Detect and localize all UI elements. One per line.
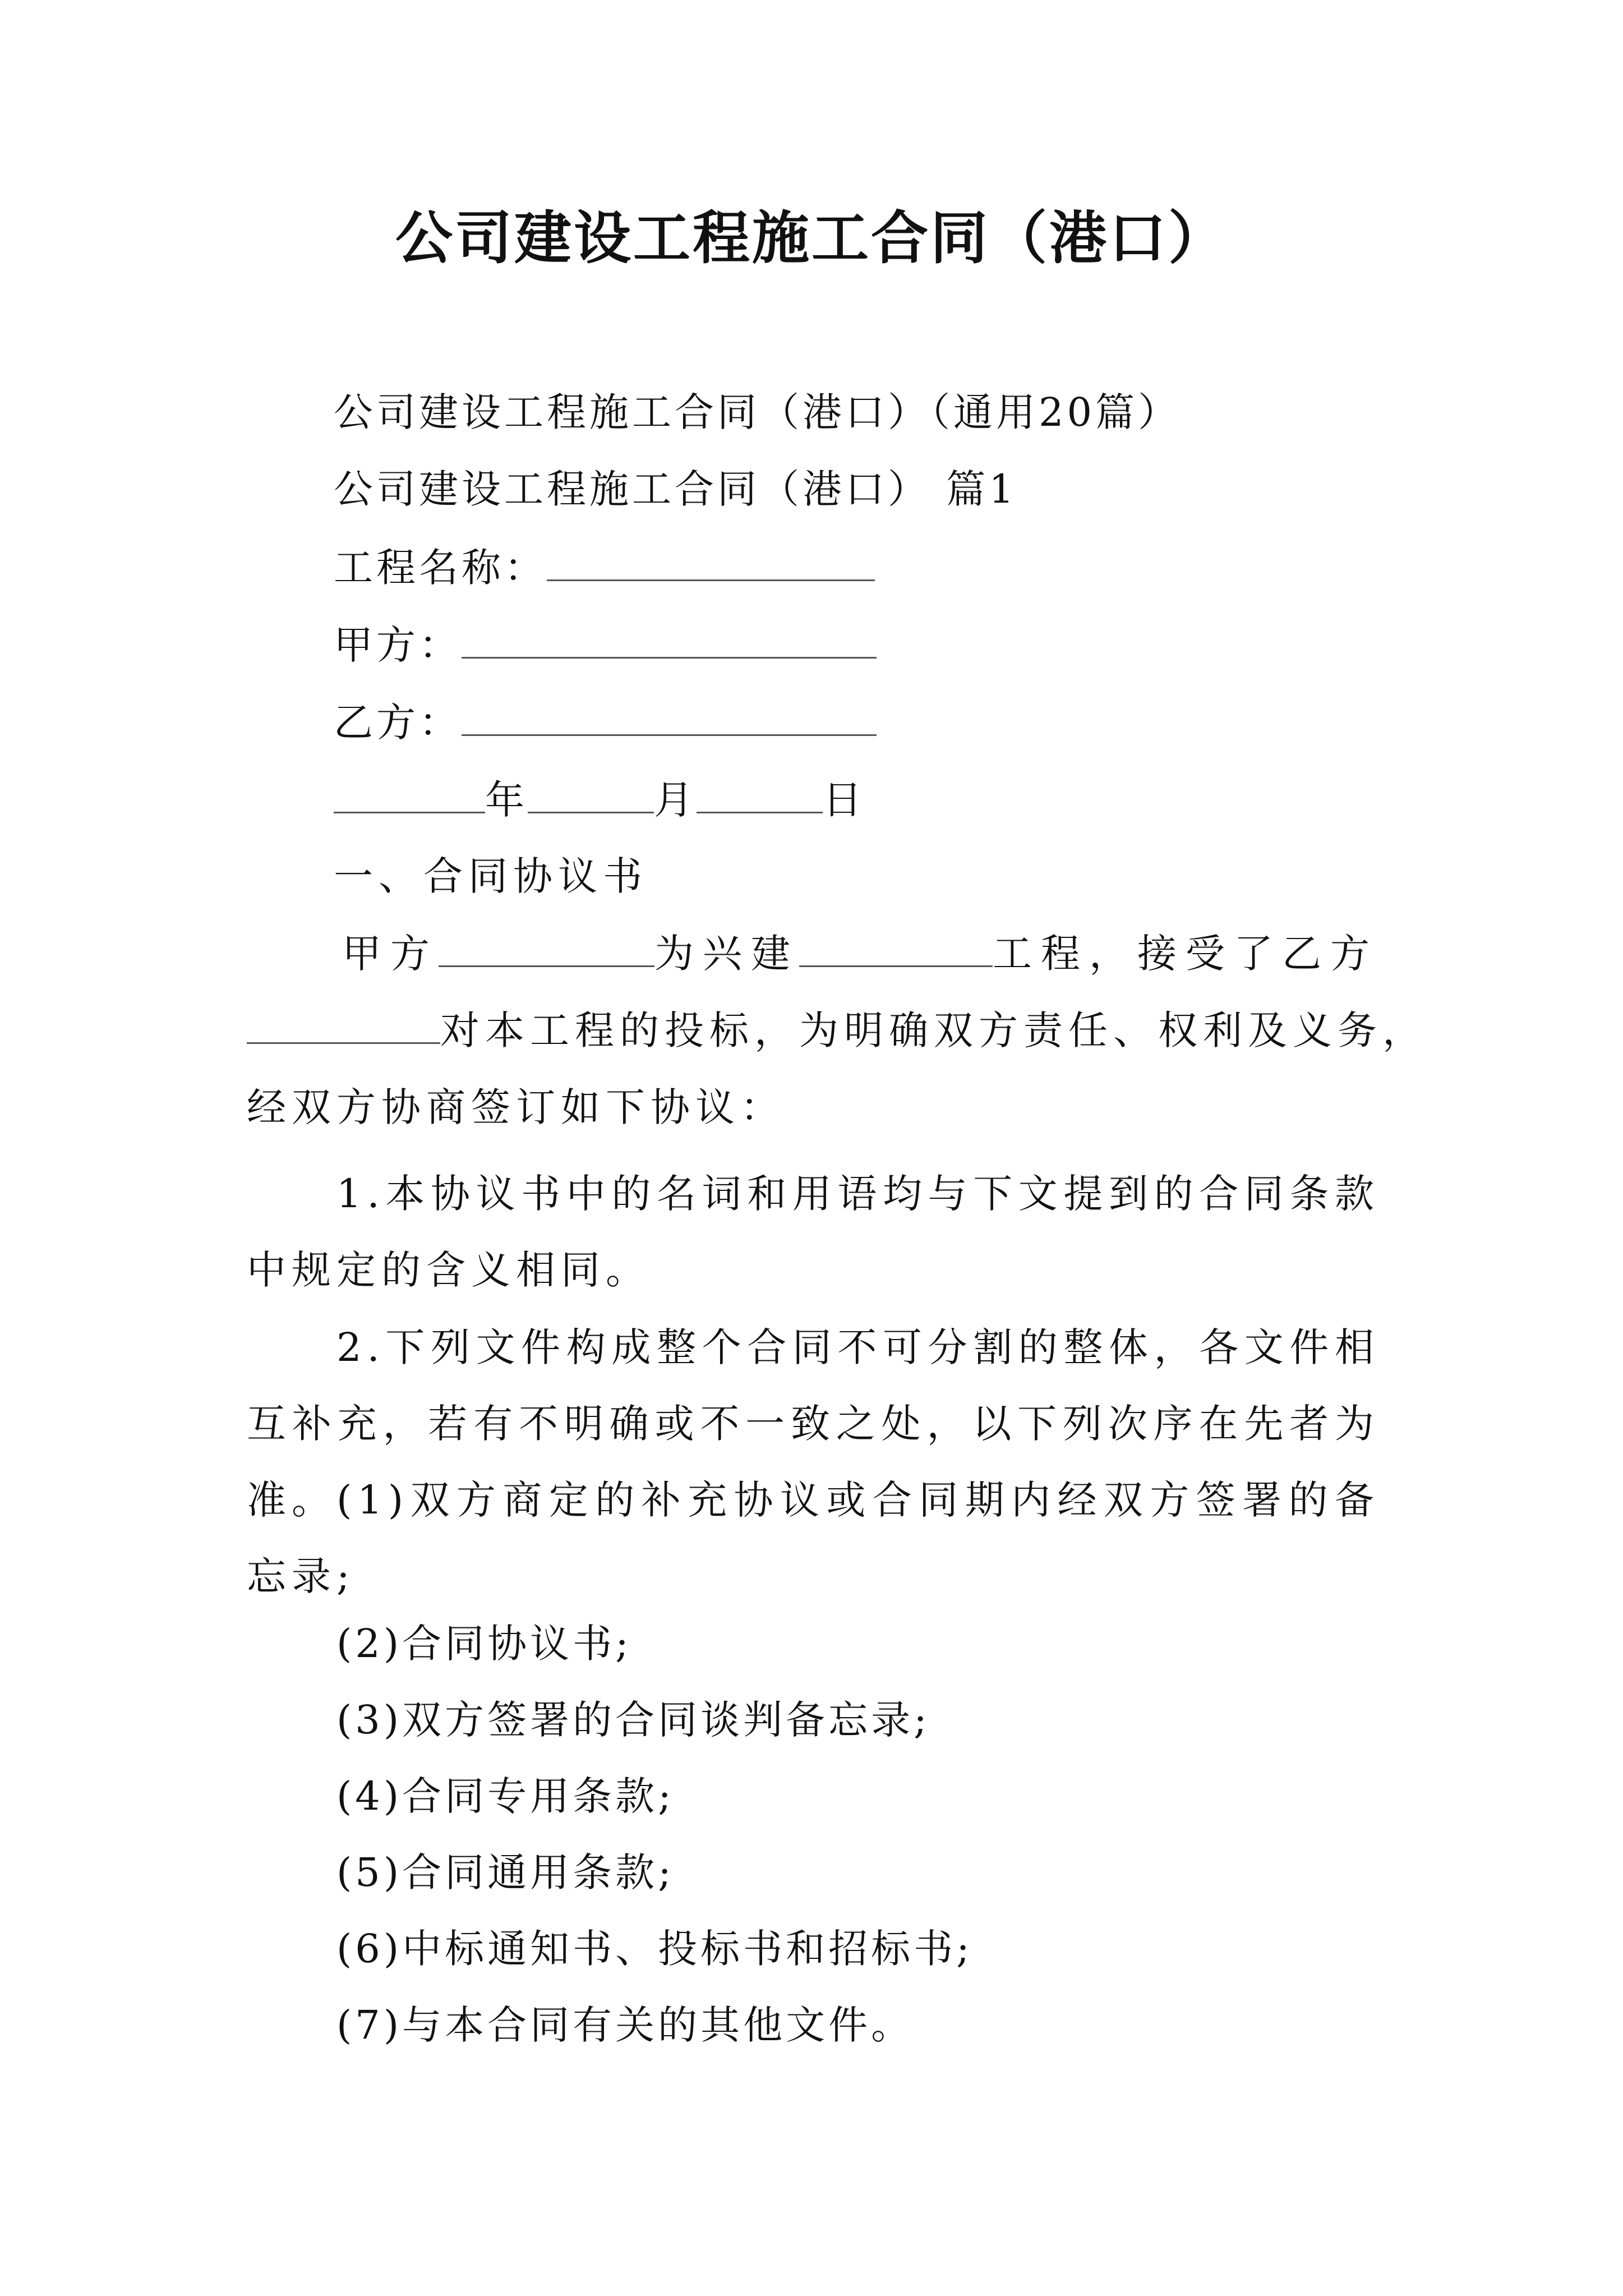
project-name-blank (547, 546, 875, 581)
list-item: (3)双方签署的合同谈判备忘录; (336, 1697, 930, 1743)
intro-project-accept: 工程，接受了乙方 (993, 931, 1378, 977)
document-subtitle: 公司建设工程施工合同（港口）（通用20篇） (334, 389, 1181, 435)
list-item: (6)中标通知书、投标书和招标书; (336, 1926, 973, 1972)
date-line (334, 772, 865, 828)
project-name-label: 工程名称： (334, 545, 547, 591)
party-b-blank (462, 701, 877, 736)
list-item: (4)合同专用条款; (336, 1773, 675, 1819)
intro-line-1 (342, 926, 1378, 982)
party-a-blank (462, 623, 877, 659)
year-blank (334, 778, 485, 813)
list-item (247, 1462, 1380, 1614)
project-blank (799, 932, 993, 967)
intro-line-3: 经双方协商签订如下协议： (247, 1084, 785, 1130)
month-label: 月 (654, 777, 697, 823)
party-a-field (334, 617, 877, 673)
party-b-field (334, 694, 877, 751)
project-name-field (334, 540, 875, 596)
intro-bid-text: 对本工程的投标，为明确双方责任、权利及义务， (440, 1007, 1427, 1053)
clause-2-text: 2.下列文件构成整个合同不可分割的整体，各文件相互补充，若有不明确或不一致之处，以下列次序在先者为准。 (247, 1324, 1380, 1523)
item-1-text: (1)双方商定的补充协议或合同期内经双方签署的备忘录; (247, 1477, 1380, 1599)
intro-line-2 (247, 1002, 1427, 1059)
day-label: 日 (823, 777, 865, 823)
intro-party-a: 甲方 (342, 931, 439, 977)
list-item: (2)合同协议书; (336, 1621, 632, 1667)
document-title: 公司建设工程施工合同（港口） (395, 205, 1228, 272)
party-a-name-blank (439, 932, 654, 967)
year-label: 年 (485, 777, 528, 823)
party-b-label: 乙方： (334, 700, 462, 746)
clause-1-text: 1.本协议书中的名词和用语均与下文提到的合同条款中规定的含义相同。 (247, 1171, 1380, 1293)
list-item: (5)合同通用条款; (336, 1849, 675, 1895)
section-heading: 公司建设工程施工合同（港口） 篇1 (334, 466, 1017, 512)
party-b-name-blank (247, 1009, 440, 1044)
day-blank (697, 778, 823, 813)
party-a-label: 甲方： (334, 622, 462, 668)
list-item: (7)与本合同有关的其他文件。 (336, 2002, 914, 2048)
clause-1 (247, 1156, 1380, 1308)
intro-build-for: 为兴建 (654, 931, 799, 977)
month-blank (528, 778, 654, 813)
part-one-heading: 一、合同协议书 (334, 853, 648, 899)
